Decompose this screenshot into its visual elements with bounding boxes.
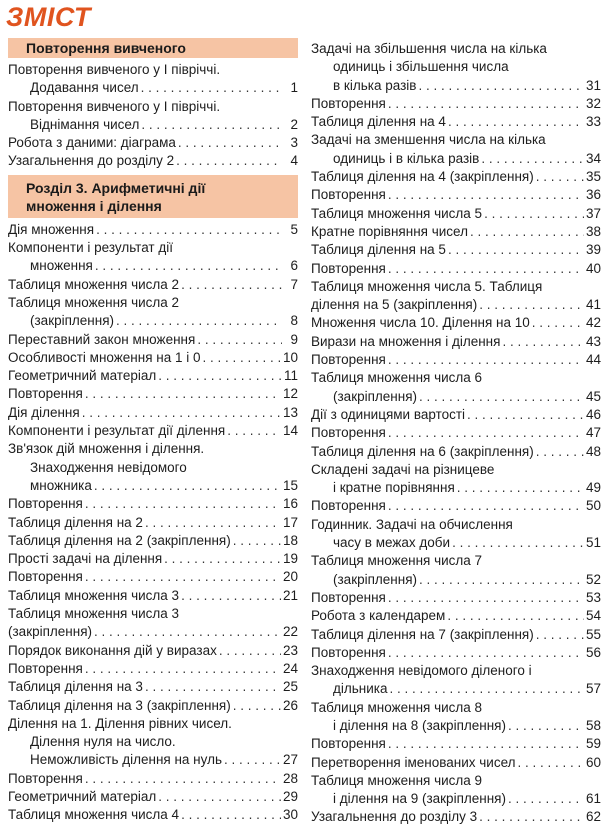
toc-entry-text: Таблиця множення числа 4 [8, 807, 180, 823]
leader-dots [481, 150, 584, 168]
toc-entry[interactable] [8, 404, 298, 422]
toc-entry-text: Вирази на множення і ділення [311, 333, 501, 349]
toc-entry-text: Повторення [311, 644, 386, 660]
toc-entry[interactable] [311, 534, 601, 552]
section-heading-line: множення і ділення [26, 197, 162, 214]
toc-entry[interactable] [311, 314, 601, 332]
section-heading-review: Повторення вивченого [8, 38, 298, 58]
toc-entry[interactable] [311, 241, 601, 259]
leader-dots [388, 351, 584, 369]
toc-entry[interactable] [8, 116, 298, 134]
leader-dots [181, 276, 282, 294]
page-number: 46 [585, 406, 601, 422]
leader-dots [176, 152, 282, 170]
toc-entry[interactable] [8, 349, 298, 367]
page-number: 22 [282, 624, 298, 640]
toc-entry-line: Таблиця множення числа 5. Таблиця [311, 278, 543, 294]
toc-entry-line: Таблиця множення числа 7 [311, 553, 483, 569]
toc-entry[interactable] [311, 113, 601, 131]
toc-entry-text: Дії з одиницями вартості [311, 406, 466, 422]
leader-dots [502, 333, 584, 351]
leader-dots [470, 223, 584, 241]
toc-entry-text: Повторення [8, 496, 83, 512]
page-number: 48 [585, 443, 601, 459]
toc-entry-text: Повторення [311, 589, 386, 605]
toc-entry-text: Узагальнення до розділу 3 [311, 809, 478, 825]
page-number: 6 [290, 258, 298, 274]
leader-dots [197, 331, 282, 349]
page-number: 54 [585, 608, 601, 624]
toc-entry-text: Геометричний матеріал [8, 788, 157, 804]
page-number: 50 [585, 498, 601, 514]
page-number: 37 [585, 205, 601, 221]
toc-entry[interactable] [311, 333, 601, 351]
toc-entry[interactable] [8, 422, 298, 440]
leader-dots [224, 751, 281, 769]
page-number: 16 [282, 496, 298, 512]
page-number: 15 [282, 477, 298, 493]
page-number: 33 [585, 114, 601, 130]
toc-entry-text: Особливості множення на 1 і 0 [8, 349, 201, 365]
leader-dots [388, 589, 584, 607]
page-number: 13 [282, 404, 298, 420]
toc-right-column [311, 40, 601, 827]
page-number: 3 [290, 135, 298, 151]
toc-entry-line: Таблиця множення числа 6 [311, 370, 483, 386]
toc-entry-line: Складені задачі на різницеве [311, 461, 495, 477]
leader-dots [388, 95, 584, 113]
leader-dots [388, 260, 584, 278]
leader-dots [219, 642, 281, 660]
toc-entry-text: і ділення на 9 (закріплення) [333, 791, 506, 807]
toc-entry-text: дільника [333, 681, 388, 697]
toc-entry-line: Годинник. Задачі на обчислення [311, 516, 513, 532]
page-number: 17 [282, 514, 298, 530]
toc-entry[interactable] [8, 623, 298, 641]
page-number: 26 [282, 697, 298, 713]
toc-entry-text: множення [30, 258, 93, 274]
toc-entry-line: Таблиця множення числа 3 [8, 606, 180, 622]
toc-entry-text: Таблиця множення числа 3 [8, 587, 180, 603]
toc-entry-text: Повторення [8, 660, 83, 676]
toc-entry-text: Повторення [311, 352, 386, 368]
toc-entry-text: часу в межах доби [333, 535, 451, 551]
toc-entry[interactable] [8, 79, 298, 97]
leader-dots [96, 221, 282, 239]
toc-entry-text: Узагальнення до розділу 2 [8, 153, 175, 169]
toc-entry-text: (закріплення) [333, 571, 418, 587]
page-number: 10 [282, 349, 298, 365]
toc-entry[interactable] [8, 367, 298, 385]
toc-entry-text: (закріплення) [333, 388, 418, 404]
toc-entry-text: в кілька разів [333, 77, 417, 93]
toc-entry-text: Додавання чисел [30, 80, 139, 96]
toc-entry-text: Таблиця ділення на 7 (закріплення) [311, 626, 534, 642]
toc-entry[interactable] [8, 134, 298, 152]
toc-entry-text: Переставний закон множення [8, 331, 196, 347]
toc-entry-text: Дія ділення [8, 404, 80, 420]
leader-dots [85, 568, 281, 586]
toc-entry-text: (закріплення) [30, 313, 115, 329]
toc-entry[interactable] [311, 735, 601, 753]
toc-entry[interactable] [8, 660, 298, 678]
page-number: 61 [585, 791, 601, 807]
toc-entry-text: Множення числа 10. Ділення на 10 [311, 315, 530, 331]
leader-dots [508, 717, 584, 735]
toc-entry[interactable] [311, 644, 601, 662]
toc-entry[interactable] [8, 678, 298, 696]
leader-dots [145, 514, 281, 532]
toc-entry-text: Таблиця ділення на 5 [311, 242, 446, 258]
page-number: 55 [585, 626, 601, 642]
toc-entry[interactable] [8, 770, 298, 788]
page-number: 51 [585, 535, 601, 551]
page-number: 34 [585, 150, 601, 166]
toc-entry-text: Порядок виконання дій у виразах [8, 642, 217, 658]
leader-dots [418, 77, 584, 95]
page-number: 44 [585, 352, 601, 368]
leader-dots [479, 808, 584, 826]
toc-entry-text: множника [30, 477, 92, 493]
page-number: 19 [282, 551, 298, 567]
leader-dots [95, 257, 282, 275]
page-title: ЗМІСТ [6, 2, 91, 32]
page-number: 4 [290, 153, 298, 169]
page-number: 53 [585, 589, 601, 605]
toc-entry-text: Повторення [311, 260, 386, 276]
toc-entry-line: Повторення вивченого у І півріччі. [8, 98, 221, 114]
page-number: 14 [282, 423, 298, 439]
page-number: 47 [585, 425, 601, 441]
leader-dots [164, 550, 281, 568]
leader-dots [85, 660, 281, 678]
leader-dots [447, 607, 584, 625]
toc-entry-line: Задачі на зменшення числа на кілька [311, 132, 546, 148]
toc-entry[interactable] [311, 223, 601, 241]
toc-entry[interactable] [311, 497, 601, 515]
toc-entry-text: і кратне порівняння [333, 480, 455, 496]
toc-entry[interactable] [311, 717, 601, 735]
toc-entry-text: Повторення [8, 386, 83, 402]
leader-dots [448, 241, 584, 259]
leader-dots [388, 424, 584, 442]
toc-entry[interactable] [311, 296, 601, 314]
toc-entry-text: ділення на 5 (закріплення) [311, 297, 478, 313]
leader-dots [85, 385, 281, 403]
page-number: 27 [282, 752, 298, 768]
leader-dots [388, 497, 584, 515]
toc-entry[interactable] [8, 257, 298, 275]
page-number: 24 [282, 660, 298, 676]
page-number: 58 [585, 717, 601, 733]
page-number: 56 [585, 644, 601, 660]
leader-dots [233, 697, 281, 715]
leader-dots [141, 79, 282, 97]
leader-dots [85, 770, 281, 788]
toc-entry-text: Таблиця множення числа 2 [8, 276, 180, 292]
toc-entry[interactable] [311, 351, 601, 369]
toc-entry[interactable] [311, 424, 601, 442]
toc-entry[interactable] [311, 150, 601, 168]
page-number: 38 [585, 223, 601, 239]
leader-dots [448, 113, 584, 131]
leader-dots [518, 754, 584, 772]
page-number: 62 [585, 809, 601, 825]
leader-dots [457, 479, 584, 497]
leader-dots [181, 587, 281, 605]
toc-entry-line: Ділення на 1. Ділення рівних чисел. [8, 715, 232, 731]
leader-dots [158, 788, 281, 806]
toc-entry-text: Повторення [311, 498, 386, 514]
toc-entry-text: Геометричний матеріал [8, 368, 157, 384]
page-number: 39 [585, 242, 601, 258]
leader-dots [419, 571, 584, 589]
toc-entry[interactable] [8, 806, 298, 824]
leader-dots [536, 443, 584, 461]
toc-entry-text: Таблиця ділення на 4 (закріплення) [311, 169, 534, 185]
leader-dots [390, 680, 584, 698]
toc-entry[interactable] [311, 186, 601, 204]
leader-dots [536, 168, 584, 186]
toc-entry-line: Таблиця множення числа 8 [311, 699, 483, 715]
page-number: 8 [290, 313, 298, 329]
leader-dots [158, 367, 282, 385]
toc-entry-text: (закріплення) [8, 624, 93, 640]
toc-entry[interactable] [311, 790, 601, 808]
toc-entry[interactable] [8, 331, 298, 349]
toc-entry-text: Повторення [8, 770, 83, 786]
toc-entry[interactable] [8, 385, 298, 403]
page-number: 12 [282, 386, 298, 402]
toc-entry[interactable] [8, 751, 298, 769]
toc-entry-text: Таблиця ділення на 3 [8, 679, 143, 695]
page-number: 21 [282, 587, 298, 603]
toc-entry-text: Повторення [311, 425, 386, 441]
page-number: 30 [282, 807, 298, 823]
page-number: 11 [283, 368, 298, 384]
toc-entry[interactable] [8, 550, 298, 568]
toc-entry[interactable] [8, 221, 298, 239]
page-number: 43 [585, 333, 601, 349]
page-number: 49 [585, 480, 601, 496]
toc-entry[interactable] [8, 642, 298, 660]
toc-entry[interactable] [311, 260, 601, 278]
toc-entry-line: Компоненти і результат дії [8, 240, 173, 256]
page-number: 2 [290, 116, 298, 132]
toc-entry-text: Таблиця ділення на 6 (закріплення) [311, 443, 534, 459]
toc-entry[interactable] [8, 788, 298, 806]
page-number: 31 [585, 77, 601, 93]
leader-dots [452, 534, 584, 552]
page-number: 9 [290, 331, 298, 347]
toc-entry[interactable] [311, 388, 601, 406]
toc-entry[interactable] [8, 276, 298, 294]
leader-dots [484, 205, 584, 223]
leader-dots [233, 532, 281, 550]
page-number: 1 [290, 80, 298, 96]
toc-entry-text: Компоненти і результат дії ділення [8, 423, 226, 439]
page-number: 25 [282, 679, 298, 695]
leader-dots [467, 406, 584, 424]
toc-entry-text: Таблиця ділення на 2 (закріплення) [8, 532, 231, 548]
toc-entry[interactable] [311, 680, 601, 698]
leader-dots [388, 186, 584, 204]
toc-entry-text: Прості задачі на ділення [8, 551, 163, 567]
toc-entry[interactable] [311, 77, 601, 95]
toc-entry-text: Таблиця множення числа 5 [311, 205, 483, 221]
leader-dots [227, 422, 281, 440]
page-number: 32 [585, 95, 601, 111]
leader-dots [145, 678, 281, 696]
leader-dots [178, 134, 282, 152]
toc-entry-text: Таблиця ділення на 3 (закріплення) [8, 697, 231, 713]
leader-dots [116, 312, 282, 330]
toc-entry[interactable] [311, 571, 601, 589]
toc-entry-text: Неможливість ділення на нуль [30, 752, 222, 768]
toc-entry-line: Таблиця множення числа 2 [8, 294, 180, 310]
toc-entry-text: Таблиця ділення на 2 [8, 514, 143, 530]
leader-dots [203, 349, 281, 367]
page-number: 40 [585, 260, 601, 276]
toc-entry-line: Задачі на збільшення числа на кілька [311, 41, 547, 56]
toc-entry-line: Повторення вивченого у І півріччі. [8, 62, 221, 77]
leader-dots [94, 623, 281, 641]
toc-entry-line: Зв'язок дій множення і ділення. [8, 441, 205, 457]
leader-dots [532, 314, 584, 332]
toc-entry[interactable] [8, 514, 298, 532]
toc-entry-text: Робота з календарем [311, 608, 446, 624]
toc-entry-text: Віднімання чисел [30, 116, 140, 132]
toc-entry[interactable] [8, 532, 298, 550]
toc-entry-text: Дія множення [8, 221, 95, 237]
toc-entry-text: Робота з даними: діаграма [8, 135, 176, 151]
leader-dots [85, 495, 281, 513]
toc-entry-text: Перетворення іменованих чисел [311, 754, 516, 770]
page-number: 5 [290, 221, 298, 237]
leader-dots [82, 404, 281, 422]
page-number: 7 [290, 276, 298, 292]
page-number: 36 [585, 187, 601, 203]
leader-dots [508, 790, 584, 808]
page-number: 42 [585, 315, 601, 331]
toc-entry[interactable] [311, 479, 601, 497]
toc-entry-line: Ділення нуля на число. [30, 734, 176, 750]
toc-entry[interactable] [311, 443, 601, 461]
toc-entry-text: і ділення на 8 (закріплення) [333, 717, 506, 733]
toc-entry[interactable] [311, 607, 601, 625]
page-number: 41 [585, 297, 601, 313]
leader-dots [536, 626, 584, 644]
toc-entry-text: Повторення [311, 736, 386, 752]
toc-entry-text: одиниць і в кілька разів [333, 150, 480, 166]
page-number: 28 [282, 770, 298, 786]
toc-entry[interactable] [8, 477, 298, 495]
toc-entry-text: Повторення [311, 187, 386, 203]
toc-entry[interactable] [311, 205, 601, 223]
page-number: 52 [585, 571, 601, 587]
toc-entry-text: Повторення [311, 95, 386, 111]
section-heading-line: Розділ 3. Арифметичні дії [26, 179, 206, 196]
page-number: 18 [282, 532, 298, 548]
page-number: 23 [282, 642, 298, 658]
toc-entry[interactable] [8, 697, 298, 715]
toc-entry[interactable] [8, 312, 298, 330]
leader-dots [388, 735, 584, 753]
page-number: 35 [585, 169, 601, 185]
leader-dots [94, 477, 281, 495]
page-number: 60 [585, 754, 601, 770]
toc-entry-line: одиниць і збільшення числа [333, 59, 509, 75]
page-number: 45 [585, 388, 601, 404]
leader-dots [479, 296, 584, 314]
toc-entry[interactable] [8, 495, 298, 513]
toc-entry[interactable] [311, 754, 601, 772]
leader-dots [419, 388, 584, 406]
section-heading-chapter-3 [8, 175, 298, 218]
toc-entry[interactable] [311, 95, 601, 113]
toc-entry[interactable] [8, 568, 298, 586]
toc-entry[interactable] [311, 589, 601, 607]
toc-entry[interactable] [8, 587, 298, 605]
toc-entry[interactable] [311, 406, 601, 424]
page-number: 20 [282, 569, 298, 585]
toc-entry-line: Таблиця множення числа 9 [311, 772, 483, 788]
leader-dots [181, 806, 281, 824]
toc-entry-line: Знаходження невідомого [30, 459, 187, 475]
toc-entry-text: Таблиця ділення на 4 [311, 114, 446, 130]
page-number: 57 [585, 681, 601, 697]
leader-dots [141, 116, 282, 134]
toc-entry[interactable] [311, 808, 601, 826]
toc-entry-line: Знаходження невідомого діленого і [311, 663, 532, 679]
page-number: 59 [585, 736, 601, 752]
page-number: 29 [282, 788, 298, 804]
toc-entry[interactable] [8, 152, 298, 170]
toc-entry[interactable] [311, 168, 601, 186]
toc-entry-text: Повторення [8, 569, 83, 585]
toc-left-column [8, 38, 298, 825]
toc-entry[interactable] [311, 626, 601, 644]
toc-entry-text: Кратне порівняння чисел [311, 223, 468, 239]
leader-dots [388, 644, 584, 662]
